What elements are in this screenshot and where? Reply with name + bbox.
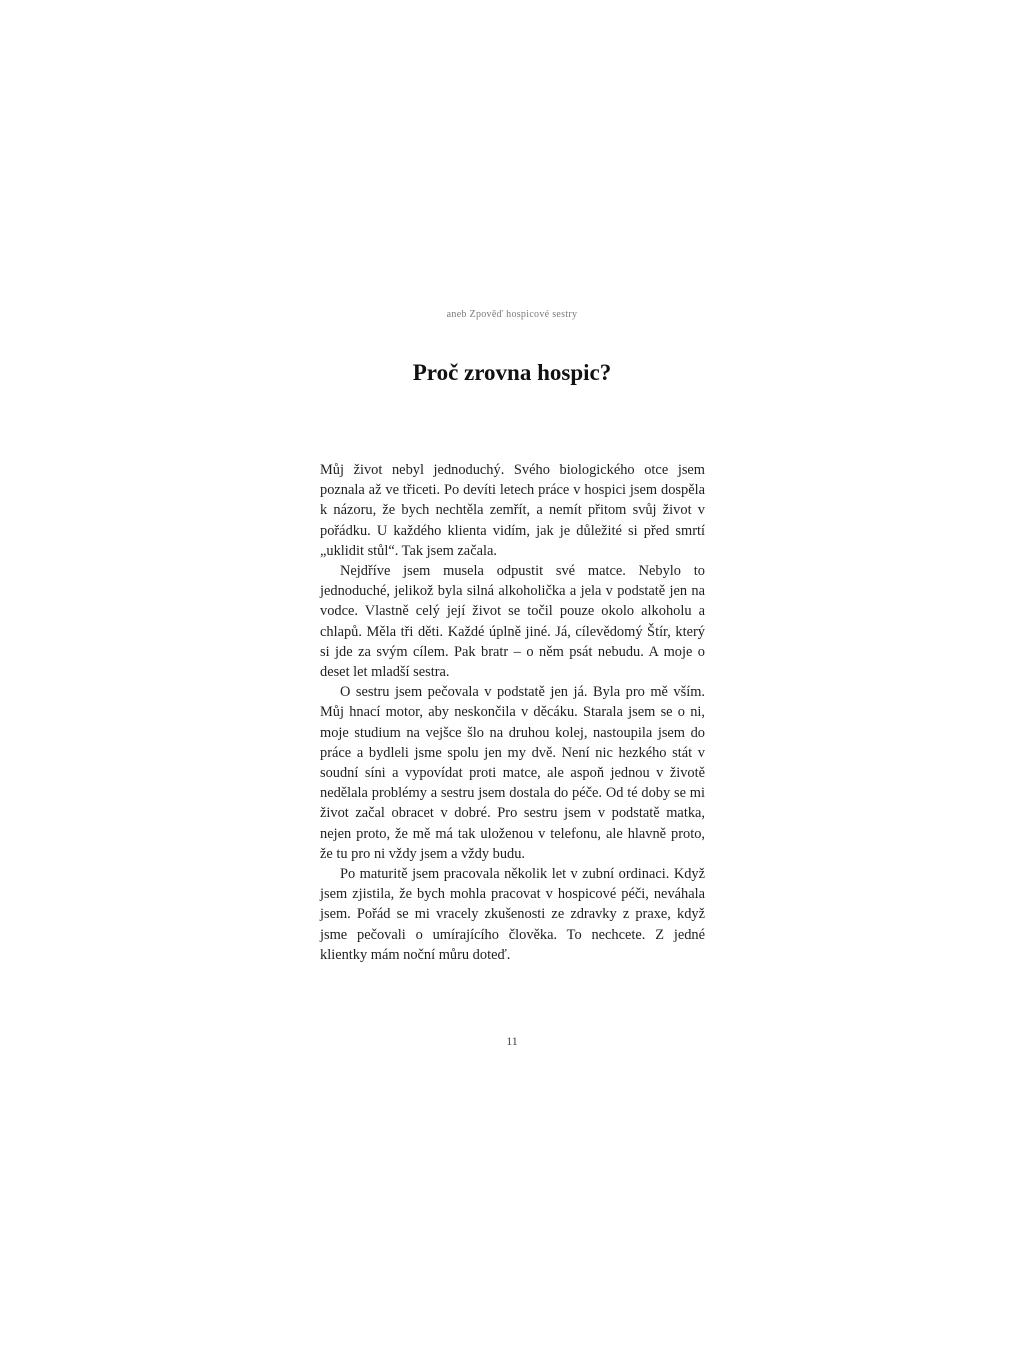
body-text [320,460,705,965]
paragraph-4: Po maturitě jsem pracovala několik let v zubní ordinaci. Když jsem zjistila, že bych mohla pracovat v hospicové péči, neváhala jsem. Pořád se mi vracely zkušenosti ze zdravky z praxe, když jsme pečovali o umírajícího člověka. To nechcete. Z jedné klientky mám noční můru doteď. [320,866,705,963]
running-head: aneb Zpověď hospicové sestry [446,309,578,320]
page-number: 11 [506,1034,518,1048]
paragraph-3: O sestru jsem pečovala v podstatě jen já. Byla pro mě vším. Můj hnací motor, aby neskončila v děcáku. Starala jsem se o ni, moje studium na vejšce šlo na druhou kolej, nastoupila jsem do práce a bydleli jsme spolu jen my dvě. Není nic hezkého stát v soudní síni a vypovídat proti matce, ale aspoň jednou v životě nedělala problémy a sestru jsem dostala do péče. Od té doby se mi život začal obracet v dobré. Pro sestru jsem v podstatě matka, nejen proto, že mě má tak uloženou v telefonu, ale hlavně proto, že tu pro ni vždy jsem a vždy budu. [320,684,705,862]
chapter-title: Proč zrovna hospic? [412,360,612,385]
paragraph-1: Můj život nebyl jednoduchý. Svého biologického otce jsem poznala až ve třiceti. Po devíti letech práce v hospici jsem dospěla k názoru, že bych nechtěla zemřít, a nemít přitom svůj život v pořádku. U každého klienta vidím, jak je důležité si před smrtí „uklidit stůl“. Tak jsem začala. [320,462,705,559]
paragraph-2: Nejdříve jsem musela odpustit své matce. Nebylo to jednoduché, jelikož byla silná alkoholička a jela v podstatě jen na vodce. Vlastně celý její život se točil pouze okolo alkoholu a chlapů. Měla tři děti. Každé úplně jiné. Já, cílevědomý Štír, který si jde za svým cílem. Pak bratr – o něm psát nebudu. A moje o deset let mladší sestra. [320,563,705,681]
